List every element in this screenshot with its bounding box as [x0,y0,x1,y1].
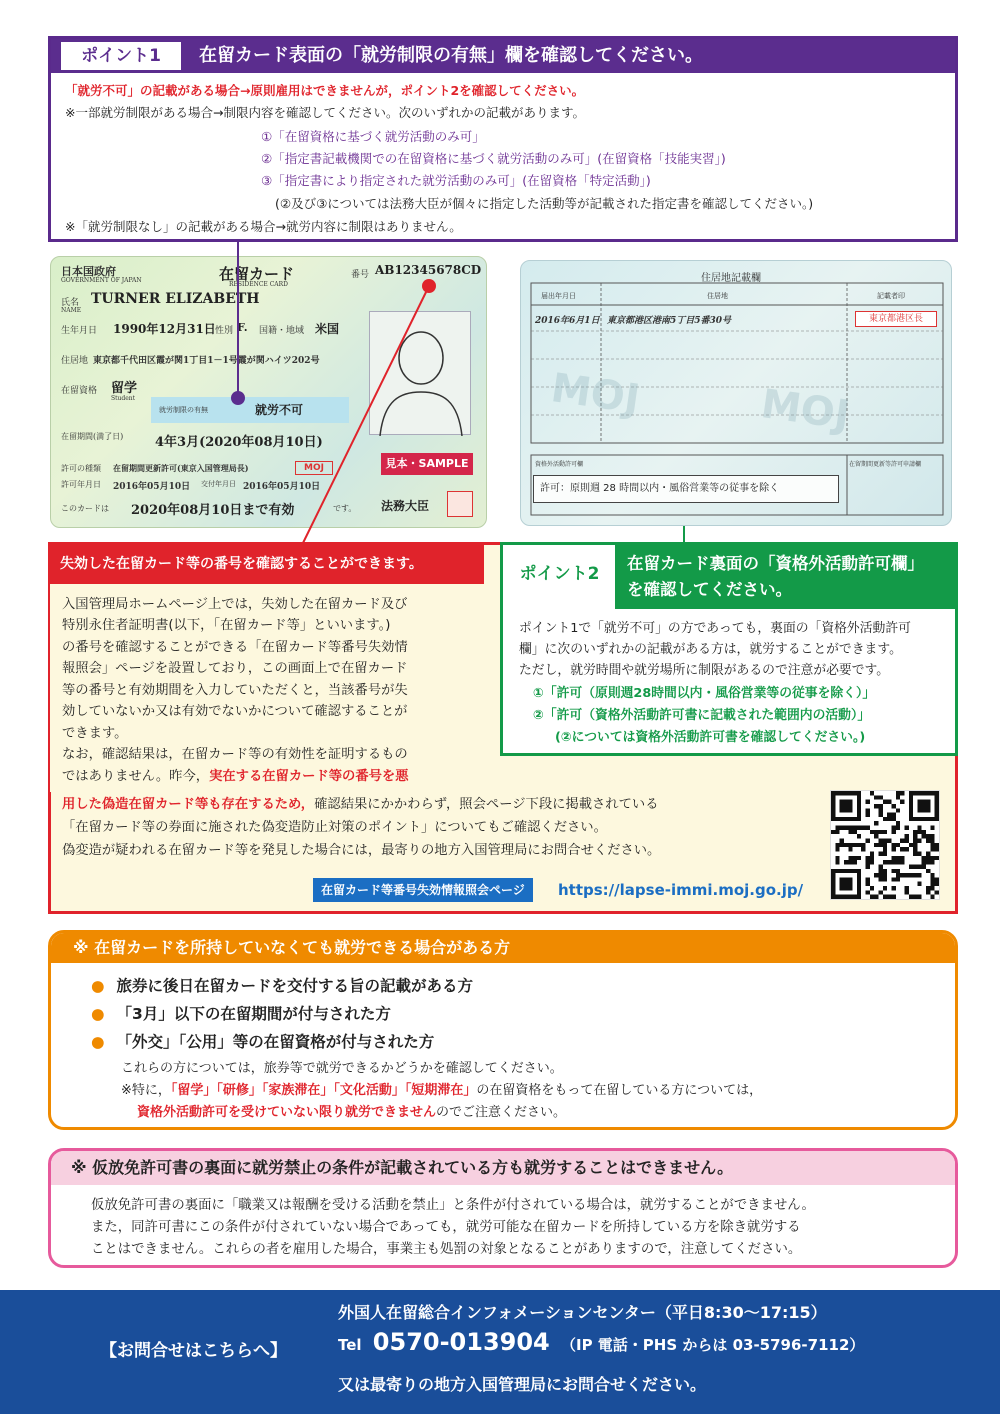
card-address: 東京都千代田区霞が関1丁目1－1号霞が関ハイツ202号 [93,356,320,366]
card-dob: 1990年12月31日 [113,322,216,336]
card-address-label: 住居地 [61,356,89,366]
card-issue-date: 2016年05月10日 [243,482,321,492]
phone-icon: Tel [338,1336,362,1354]
point2-tag: ポイント2 [519,564,600,584]
card-work-value: 就労不可 [255,403,304,417]
lapse-line-9 [62,766,409,788]
card-back-col-addr: 住居地 [707,292,728,300]
no-card-header: ※ 在留カードを所持していなくても就労できる場合がある方 [51,933,955,963]
card-status-en: Student [111,395,136,402]
no-card-line-2c: の在留資格をもって在留している方については， [476,1083,763,1098]
no-card-bullet-1 [91,975,473,997]
point1-item1: ①「在留資格に基づく就労活動のみ可」 [261,129,485,144]
lapse-line-7: できます。 [62,726,128,741]
footer-tel-alt: （IP 電話・PHS からは 03-5796-7112） [560,1336,865,1354]
no-card-bullet-1-text: 旅券に後日在留カードを交付する旨の記載がある方 [116,977,474,995]
point1-note: (②及び③については法務大臣が個々に指定した活動等が記載された指定書を確認してください。) [275,196,814,211]
footer-label: 【お問合せはこちらへ】 [100,1341,287,1361]
card-permit-date-label: 許可年月日 [61,480,101,489]
qr-code-graphic [831,791,939,899]
point1-title: 在留カード表面の「就労制限の有無」欄を確認してください。 [199,45,703,66]
point2-line-1: ポイント1で「就労不可」の方であっても，裏面の「資格外活動許可 [519,621,911,636]
card-valid-tail: です。 [333,504,357,513]
residence-card-back-image [520,260,952,526]
point2-line-3: ただし，就労時間や就労場所に制限があるので注意が必要です。 [519,663,890,678]
no-card-line-3 [137,1103,566,1123]
lapse-line-10a: 用した偽造在留カード等も存在するため， [62,797,315,812]
point2-item-2: ②「許可（資格外活動許可書に記載された範囲内の活動）」 [533,708,871,723]
card-number: AB12345678CD [375,263,482,277]
point1-line2: ※一部就労制限がある場合→制限内容を確認してください。次のいずれかの記載があります。 [65,105,585,120]
provisional-release-box [48,1148,958,1268]
lapse-line-9b: 実在する在留カード等の番号を悪 [209,769,409,784]
qr-code-icon[interactable] [830,790,940,900]
card-sex: F. [237,321,248,334]
card-name: TURNER ELIZABETH [91,291,260,307]
card-status: 留学 [111,381,138,396]
card-back-entry-addr: 東京都港区港南5丁目5番30号 [607,316,732,326]
no-card-line-3b: のでご注意ください。 [436,1105,567,1120]
card-back-watermark: MOJ [548,365,643,423]
card-minister: 法務大臣 [381,499,430,513]
card-back-col-date: 届出年月日 [541,292,576,300]
no-card-bullet-2-text: 「3月」以下の在留期間が付与された方 [116,1005,391,1023]
no-card-bullet-3-text: 「外交」「公用」等の在留資格が付与された方 [116,1033,435,1051]
card-back-apply-head: 在留期間更新等許可申請欄 [849,461,922,468]
provisional-release-line-1: 仮放免許可書の裏面に「職業又は報酬を受ける活動を禁止」と条件が付されている場合は，就労することができません。 [91,1198,815,1213]
lapse-line-1: 入国管理局ホームページ上では，失効した在留カード及び [62,597,408,612]
lapse-line-4: 報照会」ページを設置しており，この画面上で在留カード [62,661,408,676]
point2-item-3: (②については資格外活動許可書を確認してください。) [555,730,866,745]
card-title: 在留カード [219,265,295,283]
card-status-label: 在留資格 [61,386,98,396]
card-valid-label: このカードは [61,504,109,513]
card-permit-date: 2016年05月10日 [113,482,191,492]
lapse-line-3: の番号を確認することができる「在留カード等番号失効情 [62,640,408,655]
no-card-line-2a: ※特に， [121,1083,171,1098]
card-permit-label: 許可の種類 [61,464,101,473]
lapse-url-link[interactable]: https://lapse-immi.moj.go.jp/ [558,881,804,899]
card-valid: 2020年08月10日まで有効 [131,503,295,518]
point1-tag: ポイント1 [61,42,181,70]
card-back-title: 住居地記載欄 [701,273,761,284]
point2-title-line2: を確認してください。 [627,580,792,599]
contact-footer [0,1290,1000,1414]
lapse-line-6: 効していないか又は有効でないかについて確認することが [62,704,408,719]
provisional-release-line-3: ことはできません。これらの者を雇用した場合，事業主も処罰の対象となることがありますので，注意してください。 [91,1242,802,1257]
point1-line1: 「就労不可」の記載がある場合→原則雇用はできませんが，ポイント2を確認してください。 [65,83,585,98]
lapse-line-12: 偽変造が疑われる在留カード等を発見した場合には，最寄りの地方入国管理局にお問合せください。 [62,843,661,858]
point2-box [500,542,958,756]
bullet-dot-icon: ● [91,1033,105,1051]
card-permit: 在留期間更新許可(東京入国管理局長) [113,463,249,473]
card-moj-mark: MOJ [295,461,333,475]
point1-item3: ③「指定書により指定された就労活動のみ可」(在留資格「特定活動」) [261,173,651,188]
lapse-url-label: 在留カード等番号失効情報照会ページ [313,878,533,902]
card-name-label: 氏名 [61,298,80,308]
no-card-line-2 [121,1081,762,1101]
card-back-col-stamp: 記載者印 [877,292,905,300]
lapse-line-11: 「在留カード等の券面に施された偽変造防止対策のポイント」についてもご確認ください。 [62,820,607,835]
card-work-label: 就労制限の有無 [159,406,208,414]
provisional-release-header: ※ 仮放免許可書の裏面に就労禁止の条件が記載されている方も就労することはできません。 [51,1151,955,1185]
card-number-label: 番号 [351,270,370,280]
card-period-label: 在留期間(満了日) [61,432,124,441]
lapse-line-10 [62,794,659,816]
card-back-permit-text: 許可：原則週 28 時間以内・風俗営業等の従事を除く [533,475,839,503]
point1-item2: ②「指定書記載機関での在留資格に基づく就労活動のみ可」(在留資格「技能実習」) [261,151,726,166]
bullet-dot-icon: ● [91,1005,105,1023]
point2-item-1: ①「許可（原則週28時間以内・風俗営業等の従事を除く）」 [533,686,876,701]
bullet-dot-icon: ● [91,977,105,995]
card-period: 4年3月(2020年08月10日) [155,435,323,450]
point1-line3: ※「就労制限なし」の記載がある場合→就労内容に制限はありません。 [65,219,462,234]
card-sex-label: 性別 [215,326,234,336]
footer-tel-number[interactable]: 0570-013904 [372,1328,550,1356]
no-card-bullet-2 [91,1003,391,1025]
card-name-en-label: NAME [61,307,82,314]
lapse-line-10b: 確認結果にかかわらず，照会ページ下段に掲載されている [314,797,659,812]
lapse-line-5: 等の番号と有効期間を入力していただくと，当該番号が失 [62,683,408,698]
lapse-line-8: なお，確認結果は，在留カード等の有効性を証明するもの [62,747,408,762]
card-gov-en: GOVERNMENT OF JAPAN [61,277,142,284]
card-nation-label: 国籍・地域 [259,326,305,336]
card-issue-date-label: 交付年月日 [201,480,236,488]
sample-badge: 見本・SAMPLE [381,453,473,475]
no-card-bullet-3 [91,1031,434,1053]
card-dob-label: 生年月日 [61,326,98,336]
lapse-line-9a: ではありません。昨今， [62,769,210,784]
lapse-line-2: 特別永住者証明書(以下，「在留カード等」といいます。) [62,618,391,633]
point2-title-block [615,545,955,609]
no-card-line-3a: 資格外活動許可を受けていない限り就労できません [137,1105,437,1120]
footer-tel-line [338,1328,864,1356]
card-back-entry-stamp: 東京都港区長 [855,311,937,327]
card-title-en: RESIDENCE CARD [229,281,288,288]
footer-center-name: 外国人在留総合インフォメーションセンター（平日8:30～17:15） [338,1303,827,1322]
point2-line-2: 欄」に次のいずれかの記載がある方は，就労することができます。 [519,642,902,657]
card-nation: 米国 [315,322,340,336]
no-card-line-2b: 「留学」「研修」「家族滞在」「文化活動」「短期滞在」 [170,1083,477,1098]
provisional-release-line-2: また，同許可書にこの条件が付されていない場合であっても，就労可能な在留カードを所持している方を除き就労する [91,1220,801,1235]
card-gov: 日本国政府 [61,265,116,278]
card-back-watermark-2: MOJ [758,381,853,439]
lapse-header: 失効した在留カード等の番号を確認することができます。 [50,544,484,584]
card-back-permit-head: 資格外活動許可欄 [535,461,584,468]
no-card-box [48,930,958,1130]
point2-title-line1: 在留カード裏面の「資格外活動許可欄」 [627,554,924,573]
no-card-line-1: これらの方については，旅券等で就労できるかどうかを確認してください。 [121,1061,563,1076]
footer-more: 又は最寄りの地方入国管理局にお問合せください。 [338,1375,707,1394]
card-back-entry-date: 2016年6月1日 [535,316,600,326]
